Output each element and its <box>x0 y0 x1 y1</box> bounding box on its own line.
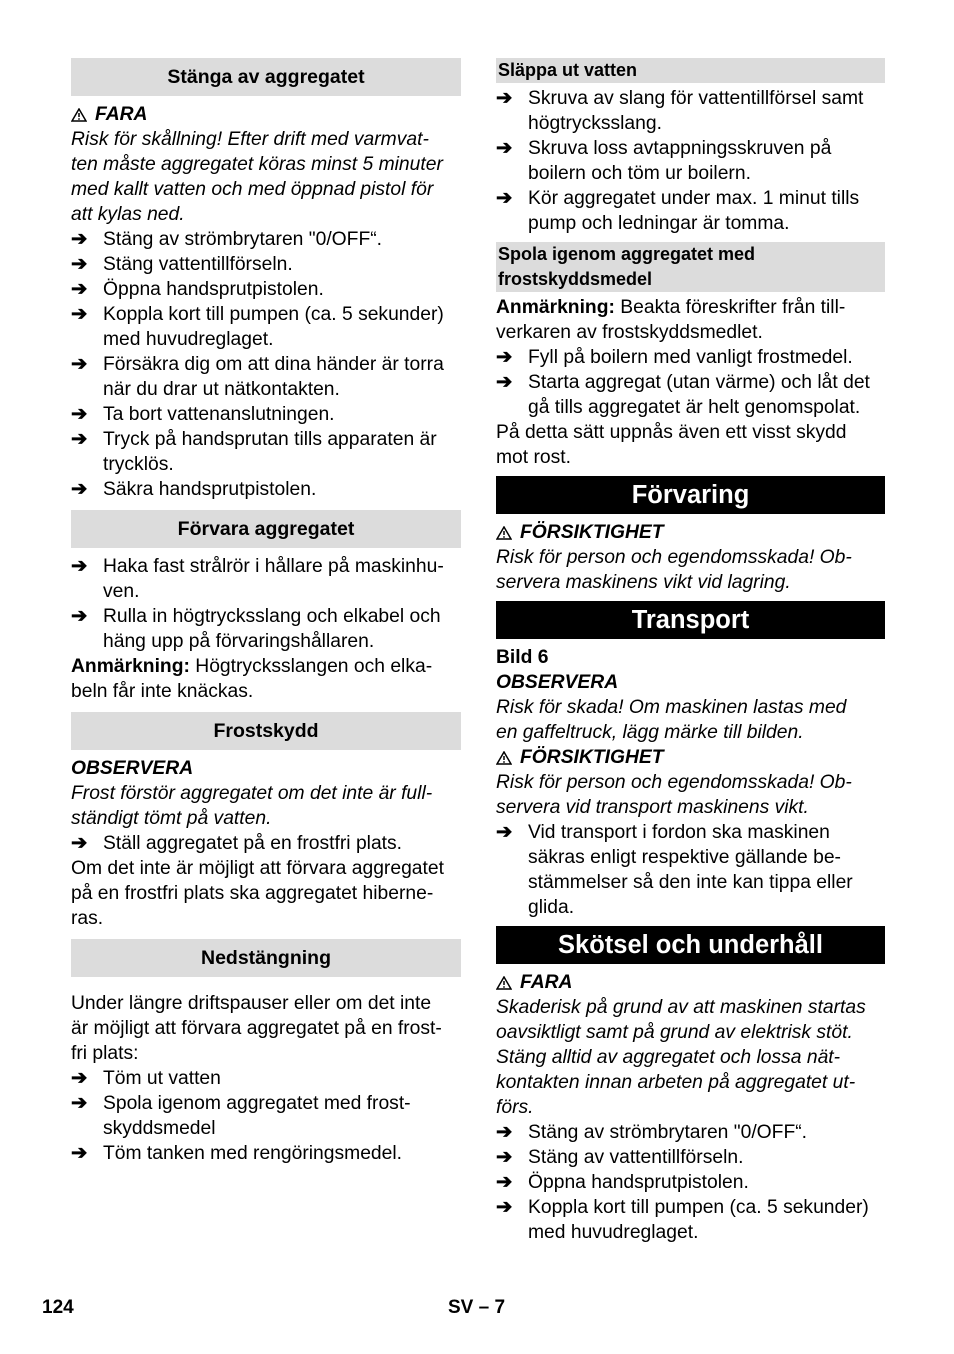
arrow-right-icon: ➔ <box>71 606 88 627</box>
list-item-text: häng upp på förvaringshållaren. <box>103 631 375 652</box>
note-label: Anmärkning: <box>71 656 190 677</box>
list-stanga-av <box>71 227 461 502</box>
warning-text <box>71 127 461 227</box>
note <box>496 295 885 345</box>
list-item-text: skyddsmedel <box>103 1118 216 1139</box>
right-column <box>496 58 885 1245</box>
note <box>71 654 461 704</box>
arrow-right-icon: ➔ <box>496 1147 513 1168</box>
list-item <box>496 1195 885 1245</box>
text-line: Risk för person och egendomsskada! Ob- <box>496 547 852 568</box>
list-item-text: Stäng av strömbrytaren "0/OFF“. <box>528 1122 808 1143</box>
list-item-text: Haka fast strålrör i hållare på maskinhu- <box>103 556 444 577</box>
list-item-text: Öppna handsprutpistolen. <box>528 1172 749 1193</box>
list-item <box>71 831 461 856</box>
heading-line: frostskyddsmedel <box>498 269 653 289</box>
list-item <box>496 1170 885 1195</box>
text-line: Skaderisk på grund av att maskinen startas <box>496 997 866 1018</box>
list-item <box>496 820 885 920</box>
left-column <box>71 58 461 1166</box>
paragraph <box>71 991 461 1066</box>
note-line: beln får inte knäckas. <box>71 681 254 702</box>
spacer <box>71 704 461 712</box>
warning-label: FÖRSIKTIGHET <box>520 747 664 768</box>
text-line: På detta sätt uppnås även ett visst skydd <box>496 422 847 443</box>
list-item-text: Skruva loss avtappningsskruven på <box>528 138 832 159</box>
chapter-heading-transport: Transport <box>496 601 885 639</box>
note-line: verkaren av frostskyddsmedlet. <box>496 322 763 343</box>
list-item <box>496 136 885 186</box>
paragraph <box>71 856 461 931</box>
note-text: Beakta föreskrifter från till- <box>614 297 846 318</box>
paragraph <box>496 420 885 470</box>
warning-triangle-icon <box>496 976 512 990</box>
list-item <box>71 402 461 427</box>
arrow-right-icon: ➔ <box>71 1068 88 1089</box>
warning-text <box>496 995 885 1120</box>
list-item-text: trycklös. <box>103 454 174 475</box>
list-item-text: Ta bort vattenanslutningen. <box>103 404 335 425</box>
arrow-right-icon: ➔ <box>71 279 88 300</box>
text-line: oavsiktligt samt på grund av elektrisk stöt. <box>496 1022 853 1043</box>
section-heading-frostskydd: Frostskydd <box>71 712 461 750</box>
list-item-text: Stäng av strömbrytaren "0/OFF“. <box>103 229 383 250</box>
arrow-right-icon: ➔ <box>71 1143 88 1164</box>
warning-triangle-icon <box>496 751 512 765</box>
list-item <box>71 554 461 604</box>
spacer <box>71 502 461 510</box>
list-item <box>71 477 461 502</box>
list-item-text: gå tills aggregatet är helt genomspolat. <box>528 397 861 418</box>
list-item <box>496 345 885 370</box>
list-item-text: Kör aggregatet under max. 1 minut tills <box>528 188 860 209</box>
list-item <box>71 227 461 252</box>
text-line: Frost förstör aggregatet om det inte är full- <box>71 783 433 804</box>
arrow-right-icon: ➔ <box>71 429 88 450</box>
warning-label: FÖRSIKTIGHET <box>520 522 664 543</box>
warning-forsiktighet <box>496 520 885 545</box>
warning-triangle-icon <box>71 108 87 122</box>
warning-fara <box>71 102 461 127</box>
list-item <box>496 370 885 420</box>
list-item <box>496 1145 885 1170</box>
warning-text <box>496 545 885 595</box>
list-item <box>71 1066 461 1091</box>
list-item-text: Ställ aggregatet på en frostfri plats. <box>103 833 403 854</box>
notice-text <box>496 695 885 745</box>
arrow-right-icon: ➔ <box>71 304 88 325</box>
list-item <box>71 352 461 402</box>
arrow-right-icon: ➔ <box>71 354 88 375</box>
notice-label: OBSERVERA <box>496 672 619 693</box>
list-item-text: Töm ut vatten <box>103 1068 221 1089</box>
list-item-text: Stäng vattentillförseln. <box>103 254 293 275</box>
text-line: servera vid transport maskinens vikt. <box>496 797 809 818</box>
list-item-text: pump och ledningar är tomma. <box>528 213 790 234</box>
list-item-text: Fyll på boilern med vanligt frostmedel. <box>528 347 853 368</box>
list-item-text: Tryck på handsprutan tills apparaten är <box>103 429 437 450</box>
note-label: Anmärkning: <box>496 297 615 318</box>
notice-label: OBSERVERA <box>71 758 194 779</box>
list-slappa-ut <box>496 86 885 236</box>
section-heading-stanga-av: Stänga av aggregatet <box>71 58 461 96</box>
text-line: förs. <box>496 1097 534 1118</box>
text-line: med kallt vatten och med öppnad pistol för <box>71 179 434 200</box>
list-item-text: Skruva av slang för vattentillförsel samt <box>528 88 864 109</box>
text-line: Risk för skållning! Efter drift med varmvat- <box>71 129 429 150</box>
arrow-right-icon: ➔ <box>496 347 513 368</box>
page-number: 124 <box>42 1297 74 1318</box>
list-item <box>71 1141 461 1166</box>
list-item-text: Försäkra dig om att dina händer är torra <box>103 354 444 375</box>
list-item-text: Koppla kort till pumpen (ca. 5 sekunder) <box>528 1197 869 1218</box>
warning-forsiktighet <box>496 745 885 770</box>
arrow-right-icon: ➔ <box>71 1093 88 1114</box>
list-item-text: Koppla kort till pumpen (ca. 5 sekunder) <box>103 304 444 325</box>
arrow-right-icon: ➔ <box>496 372 513 393</box>
list-item <box>71 604 461 654</box>
text-line: Under längre driftspauser eller om det inte <box>71 993 432 1014</box>
text-line: Risk för person och egendomsskada! Ob- <box>496 772 852 793</box>
text-line: på en frostfri plats ska aggregatet hiberne- <box>71 883 434 904</box>
text-line: fri plats: <box>71 1043 139 1064</box>
list-item <box>71 302 461 352</box>
list-item-text: Vid transport i fordon ska maskinen <box>528 822 830 843</box>
arrow-right-icon: ➔ <box>496 138 513 159</box>
list-item-text: när du drar ut nätkontakten. <box>103 379 340 400</box>
chapter-heading-skotsel: Skötsel och underhåll <box>496 926 885 964</box>
arrow-right-icon: ➔ <box>71 229 88 250</box>
list-item-text: säkras enligt respektive gällande be- <box>528 847 841 868</box>
section-heading-spola-igenom <box>496 242 885 292</box>
arrow-right-icon: ➔ <box>496 1122 513 1143</box>
list-item <box>71 427 461 477</box>
warning-label: FARA <box>520 972 573 993</box>
warning-label: FARA <box>95 104 148 125</box>
section-heading-nedstangning: Nedstängning <box>71 939 461 977</box>
heading-line: Spola igenom aggregatet med <box>498 244 756 264</box>
text-line: ten måste aggregatet köras minst 5 minuter <box>71 154 443 175</box>
warning-triangle-icon <box>496 526 512 540</box>
text-line: ras. <box>71 908 104 929</box>
arrow-right-icon: ➔ <box>496 1172 513 1193</box>
list-item-text: ven. <box>103 581 140 602</box>
list-item-text: med huvudreglaget. <box>103 329 274 350</box>
list-item <box>71 277 461 302</box>
list-item <box>496 86 885 136</box>
list-item-text: boilern och töm ur boilern. <box>528 163 751 184</box>
list-item-text: Rulla in högtrycksslang och elkabel och <box>103 606 441 627</box>
section-heading-slappa-ut: Släppa ut vatten <box>496 58 885 83</box>
spacer <box>71 931 461 939</box>
page-section-label: SV – 7 <box>448 1297 506 1318</box>
arrow-right-icon: ➔ <box>71 556 88 577</box>
list-item-text: Öppna handsprutpistolen. <box>103 279 324 300</box>
arrow-right-icon: ➔ <box>496 88 513 109</box>
chapter-heading-forvaring: Förvaring <box>496 476 885 514</box>
list-forvara <box>71 554 461 654</box>
list-item-text: Stäng av vattentillförseln. <box>528 1147 744 1168</box>
list-item <box>71 1091 461 1141</box>
text-line: Risk för skada! Om maskinen lastas med <box>496 697 847 718</box>
text-line: en gaffeltruck, lägg märke till bilden. <box>496 722 804 743</box>
warning-fara <box>496 970 885 995</box>
list-item-text: Spola igenom aggregatet med frost- <box>103 1093 411 1114</box>
list-item <box>496 1120 885 1145</box>
arrow-right-icon: ➔ <box>496 822 513 843</box>
list-item-text: Säkra handsprutpistolen. <box>103 479 317 500</box>
text-line: servera maskinens vikt vid lagring. <box>496 572 791 593</box>
list-item-text: stämmelser så den inte kan tippa eller <box>528 872 853 893</box>
text-line: mot rost. <box>496 447 571 468</box>
note-line <box>496 295 885 320</box>
notice-text <box>71 781 461 831</box>
section-heading-forvara: Förvara aggregatet <box>71 510 461 548</box>
list-item <box>496 186 885 236</box>
text-line: ständigt tömt på vatten. <box>71 808 272 829</box>
list-item-text: glida. <box>528 897 575 918</box>
arrow-right-icon: ➔ <box>496 188 513 209</box>
note-text: Högtrycksslangen och elka- <box>189 656 433 677</box>
text-line: är möjligt att förvara aggregatet på en frost- <box>71 1018 442 1039</box>
arrow-right-icon: ➔ <box>71 479 88 500</box>
text-line: Stäng alltid av aggregatet och lossa nät- <box>496 1047 841 1068</box>
list-item <box>71 252 461 277</box>
list-item-text: högtrycksslang. <box>528 113 662 134</box>
list-item-text: Töm tanken med rengöringsmedel. <box>103 1143 403 1164</box>
arrow-right-icon: ➔ <box>71 833 88 854</box>
text-line: Om det inte är möjligt att förvara aggregatet <box>71 858 444 879</box>
warning-text <box>496 770 885 820</box>
arrow-right-icon: ➔ <box>496 1197 513 1218</box>
spacer <box>71 983 461 991</box>
arrow-right-icon: ➔ <box>71 404 88 425</box>
arrow-right-icon: ➔ <box>71 254 88 275</box>
figure-reference: Bild 6 <box>496 647 549 668</box>
text-line: kontakten innan arbeten på aggregatet ut- <box>496 1072 856 1093</box>
list-item-text: med huvudreglaget. <box>528 1222 699 1243</box>
note-line <box>71 654 461 679</box>
text-line: att kylas ned. <box>71 204 185 225</box>
list-item-text: Starta aggregat (utan värme) och låt det <box>528 372 870 393</box>
